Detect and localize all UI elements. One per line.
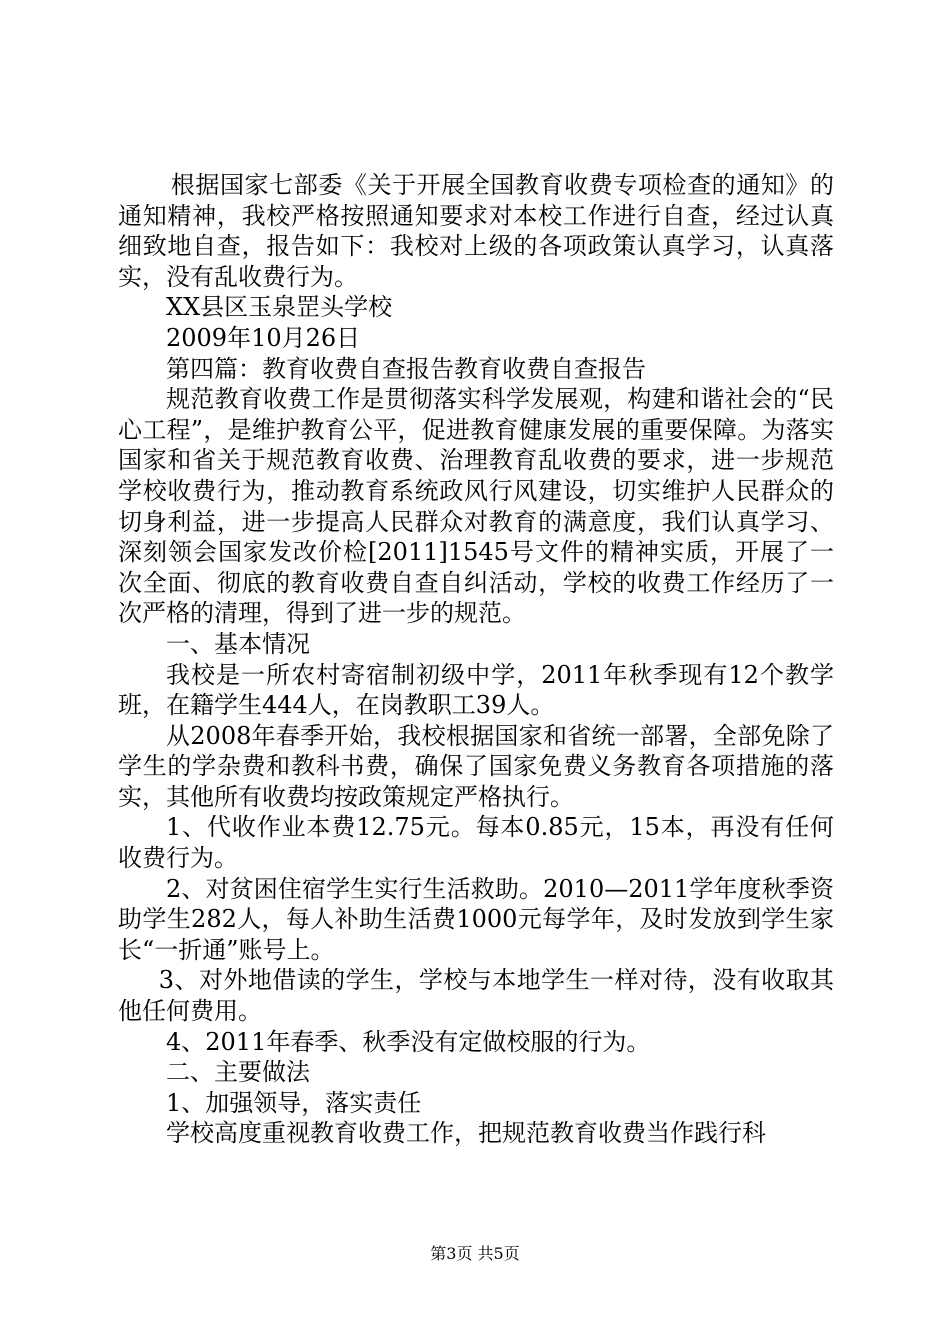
paragraph-date: 2009年10月26日 — [166, 323, 361, 352]
paragraph-overview: 规范教育收费工作是贯彻落实科学发展观，构建和谐社会的“民心工程”，是维护教育公平，促进教育健康发展的重要保障。为落实国家和省关于规范教育收费、治理教育乱收费的要求，进一步规范学校收费行为，推动教育系统政风行风建设，切实维护人民群众的切身利益，进一步提高人民群众对教育的满意度，我们认真学习、深刻领会国家发改价检[2011]1545号文件的精神实质，开展了一次全面、彻底的教育收费自查自纠活动，学校的收费工作经历了一次严格的清理，得到了进一步的规范。 — [118, 385, 834, 628]
page-footer: 第3页 共5页 — [430, 1244, 520, 1263]
paragraph-school-profile: 我校是一所农村寄宿制初级中学，2011年秋季现有12个教学班，在籍学生444人，在岗教职工39人。 — [118, 660, 834, 720]
paragraph-fee-exemption: 从2008年春季开始，我校根据国家和省统一部署，全部免除了学生的学杂费和教科书费，确保了国家免费义务教育各项措施的落实，其他所有收费均按政策规定严格执行。 — [118, 721, 834, 811]
paragraph-school-name: XX县区玉泉罡头学校 — [166, 293, 393, 322]
section-heading-basic-situation: 一、基本情况 — [166, 629, 310, 658]
list-item-4: 4、2011年春季、秋季没有定做校服的行为。 — [166, 1027, 651, 1056]
document-body — [118, 170, 834, 1149]
list-item-2: 2、对贫困住宿学生实行生活救助。2010—2011学年度秋季资助学生282人，每人补助生活费1000元每学年，及时发放到学生家长“一折通”账号上。 — [118, 874, 834, 964]
subsection-heading-leadership: 1、加强领导，落实责任 — [166, 1088, 422, 1117]
paragraph-leadership: 学校高度重视教育收费工作，把规范教育收费当作践行科 — [166, 1119, 766, 1148]
paragraph-intro: 根据国家七部委《关于开展全国教育收费专项检查的通知》的通知精神，我校严格按照通知要求对本校工作进行自查，经过认真细致地自查，报告如下：我校对上级的各项政策认真学习，认真落实，没有乱收费行为。 — [118, 171, 834, 291]
list-item-3: 3、对外地借读的学生，学校与本地学生一样对待，没有收取其他任何费用。 — [118, 966, 834, 1026]
section-heading-part-four: 第四篇：教育收费自查报告教育收费自查报告 — [166, 354, 646, 383]
section-heading-main-practices: 二、主要做法 — [166, 1058, 310, 1087]
list-item-1: 1、代收作业本费12.75元。每本0.85元，15本，再没有任何收费行为。 — [118, 813, 834, 873]
